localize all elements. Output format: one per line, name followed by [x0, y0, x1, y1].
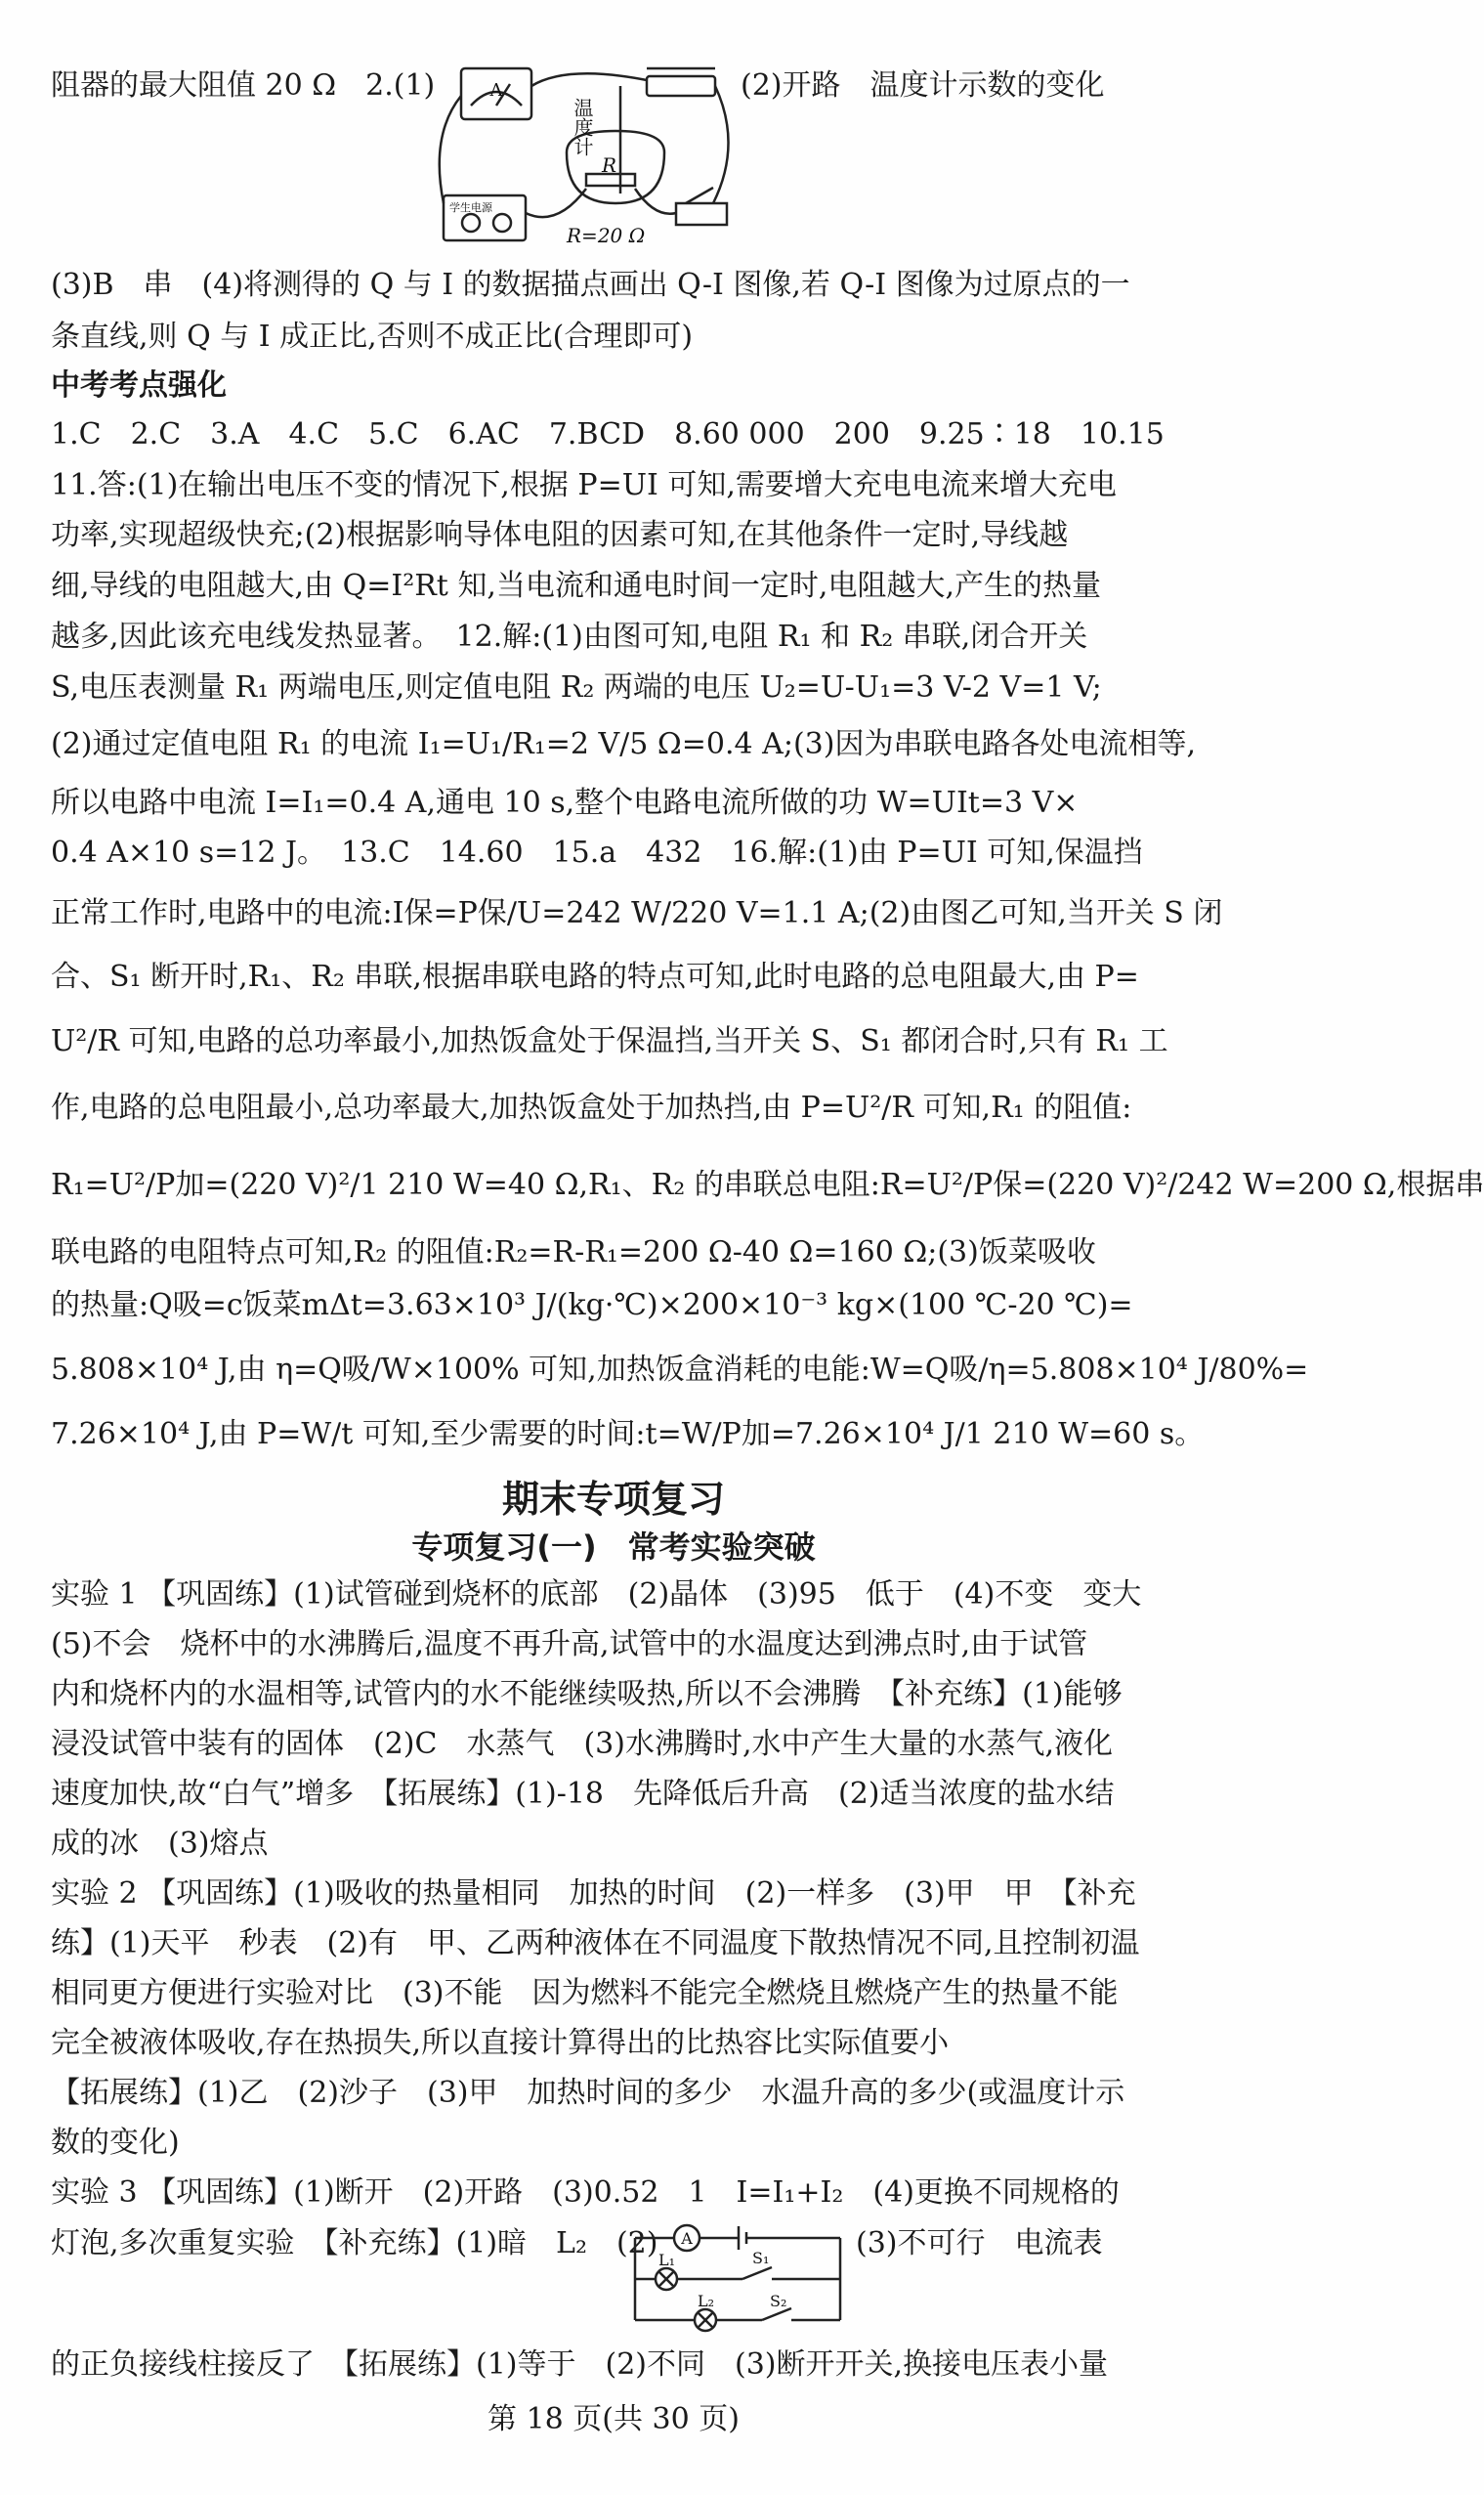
- text-line: 5.808×10⁴ J,由 η=Q吸/W×100% 可知,加热饭盒消耗的电能:W=Q吸/η=5.808×10⁴ J/80%=: [51, 1353, 1309, 1387]
- text-line: S,电压表测量 R₁ 两端电压,则定值电阻 R₂ 两端的电压 U₂=U-U₁=3 V-2 V=1 V;: [51, 670, 1102, 705]
- supply-label: 学生电源: [449, 201, 492, 214]
- text-line: 完全被液体吸收,存在热损失,所以直接计算得出的比热容比实际值要小: [51, 2026, 950, 2060]
- text-line: 的正负接线柱接反了 【拓展练】(1)等于 (2)不同 (3)断开开关,换接电压表小量: [51, 2347, 1109, 2382]
- text-line: 联电路的电阻特点可知,R₂ 的阻值:R₂=R-R₁=200 Ω-40 Ω=160 Ω;(3)饭菜吸收: [51, 1235, 1096, 1269]
- switch-icon: [676, 203, 727, 225]
- text-line: 成的冰 (3)熔点: [51, 1827, 269, 1861]
- text-line: 细,导线的电阻越大,由 Q=I²Rt 知,当电流和通电时间一定时,电阻越大,产生的热量: [51, 569, 1102, 603]
- text-line: 灯泡,多次重复实验 【补充练】(1)暗 L₂ (2): [51, 2226, 658, 2260]
- lamp-label: L₁: [658, 2251, 676, 2269]
- text-line-right: (2)开路 温度计示数的变化: [741, 68, 1105, 103]
- text-line: 11.答:(1)在输出电压不变的情况下,根据 P=UI 可知,需要增大充电电流来增大充电: [51, 468, 1117, 502]
- text-line: 速度加快,故“白气”增多 【拓展练】(1)-18 先降低后升高 (2)适当浓度的盐水结: [51, 1777, 1115, 1811]
- text-line: 7.26×10⁴ J,由 P=W/t 可知,至少需要的时间:t=W/P加=7.26×10⁴ J/1 210 W=60 s。: [51, 1417, 1205, 1451]
- text-line: 越多,因此该充电线发热显著。 12.解:(1)由图可知,电阻 R₁ 和 R₂ 串联,闭合开关: [51, 620, 1088, 654]
- circuit-figure-1: [420, 57, 733, 252]
- text-line: 相同更方便进行实验对比 (3)不能 因为燃料不能完全燃烧且燃烧产生的热量不能: [51, 1976, 1119, 2010]
- circuit-figure-2: [625, 2211, 850, 2338]
- page-title: 期末专项复习: [501, 1478, 725, 1521]
- text-line: 实验 3 【巩固练】(1)断开 (2)开路 (3)0.52 1 I=I₁+I₂ (4)更换不同规格的: [51, 2175, 1120, 2210]
- text-line: 浸没试管中装有的固体 (2)C 水蒸气 (3)水沸腾时,水中产生大量的水蒸气,液化: [51, 1727, 1114, 1761]
- resistor-value: R=20 Ω: [567, 224, 646, 247]
- text-line: 的热量:Q吸=c饭菜mΔt=3.63×10³ J/(kg·℃)×200×10⁻³ kg×(100 ℃-20 ℃)=: [51, 1288, 1133, 1322]
- text-line: 实验 2 【巩固练】(1)吸收的热量相同 加热的时间 (2)一样多 (3)甲 甲 【补充: [51, 1876, 1136, 1911]
- text-line: 所以电路中电流 I=I₁=0.4 A,通电 10 s,整个电路电流所做的功 W=UIt=3 V×: [51, 786, 1079, 820]
- text-line: 阻器的最大阻值 20 Ω 2.(1): [51, 68, 436, 103]
- resistor-label: R: [602, 153, 617, 177]
- text-line: U²/R 可知,电路的总功率最小,加热饭盒处于保温挡,当开关 S、S₁ 都闭合时,只有 R₁ 工: [51, 1024, 1168, 1058]
- page-footer: 第 18 页(共 30 页): [488, 2402, 740, 2436]
- lamp-label: L₂: [698, 2292, 715, 2310]
- text-line: (3)B 串 (4)将测得的 Q 与 I 的数据描点画出 Q-I 图像,若 Q-I 图像为过原点的一: [51, 268, 1130, 302]
- text-line: 功率,实现超级快充;(2)根据影响导体电阻的因素可知,在其他条件一定时,导线越: [51, 518, 1069, 552]
- text-line: 正常工作时,电路中的电流:I保=P保/U=242 W/220 V=1.1 A;(2)由图乙可知,当开关 S 闭: [51, 896, 1223, 930]
- switch-label: S₂: [770, 2292, 787, 2310]
- page-subtitle: 专项复习(一) 常考实验突破: [411, 1528, 816, 1566]
- switch-label: S₁: [752, 2249, 770, 2267]
- ammeter-label: A: [681, 2229, 693, 2248]
- text-line: 合、S₁ 断开时,R₁、R₂ 串联,根据串联电路的特点可知,此时电路的总电阻最大,由 P=: [51, 960, 1139, 994]
- text-line: 1.C 2.C 3.A 4.C 5.C 6.AC 7.BCD 8.60 000 200 9.25∶18 10.15: [51, 417, 1165, 452]
- text-line: 0.4 A×10 s=12 J。 13.C 14.60 15.a 432 16.解:(1)由 P=UI 可知,保温挡: [51, 836, 1143, 870]
- text-line: 【拓展练】(1)乙 (2)沙子 (3)甲 加热时间的多少 水温升高的多少(或温度计示: [51, 2076, 1125, 2110]
- text-line: 练】(1)天平 秒表 (2)有 甲、乙两种液体在不同温度下散热情况不同,且控制初温: [51, 1926, 1140, 1960]
- rheostat-icon: [647, 76, 715, 96]
- text-line-right: (3)不可行 电流表: [856, 2226, 1103, 2260]
- text-line: 内和烧杯内的水温相等,试管内的水不能继续吸热,所以不会沸腾 【补充练】(1)能够: [51, 1677, 1123, 1711]
- text-line: 数的变化): [51, 2126, 180, 2160]
- ammeter-label: A: [489, 80, 503, 101]
- text-line: (5)不会 烧杯中的水沸腾后,温度不再升高,试管中的水温度达到沸点时,由于试管: [51, 1627, 1088, 1661]
- text-line: R₁=U²/P加=(220 V)²/1 210 W=40 Ω,R₁、R₂ 的串联总电阻:R=U²/P保=(220 V)²/242 W=200 Ω,根据串: [51, 1168, 1484, 1202]
- text-line: 作,电路的总电阻最小,总功率最大,加热饭盒处于加热挡,由 P=U²/R 可知,R₁ 的阻值:: [51, 1091, 1132, 1125]
- switch-icon: [742, 2267, 772, 2279]
- section-heading: 中考考点强化: [51, 368, 227, 403]
- text-line: 条直线,则 Q 与 I 成正比,否则不成正比(合理即可): [51, 320, 694, 354]
- text-line: (2)通过定值电阻 R₁ 的电流 I₁=U₁/R₁=2 V/5 Ω=0.4 A;(3)因为串联电路各处电流相等,: [51, 727, 1196, 761]
- thermometer-label: 温度计: [571, 98, 594, 156]
- text-line: 实验 1 【巩固练】(1)试管碰到烧杯的底部 (2)晶体 (3)95 低于 (4)不变 变大: [51, 1577, 1142, 1612]
